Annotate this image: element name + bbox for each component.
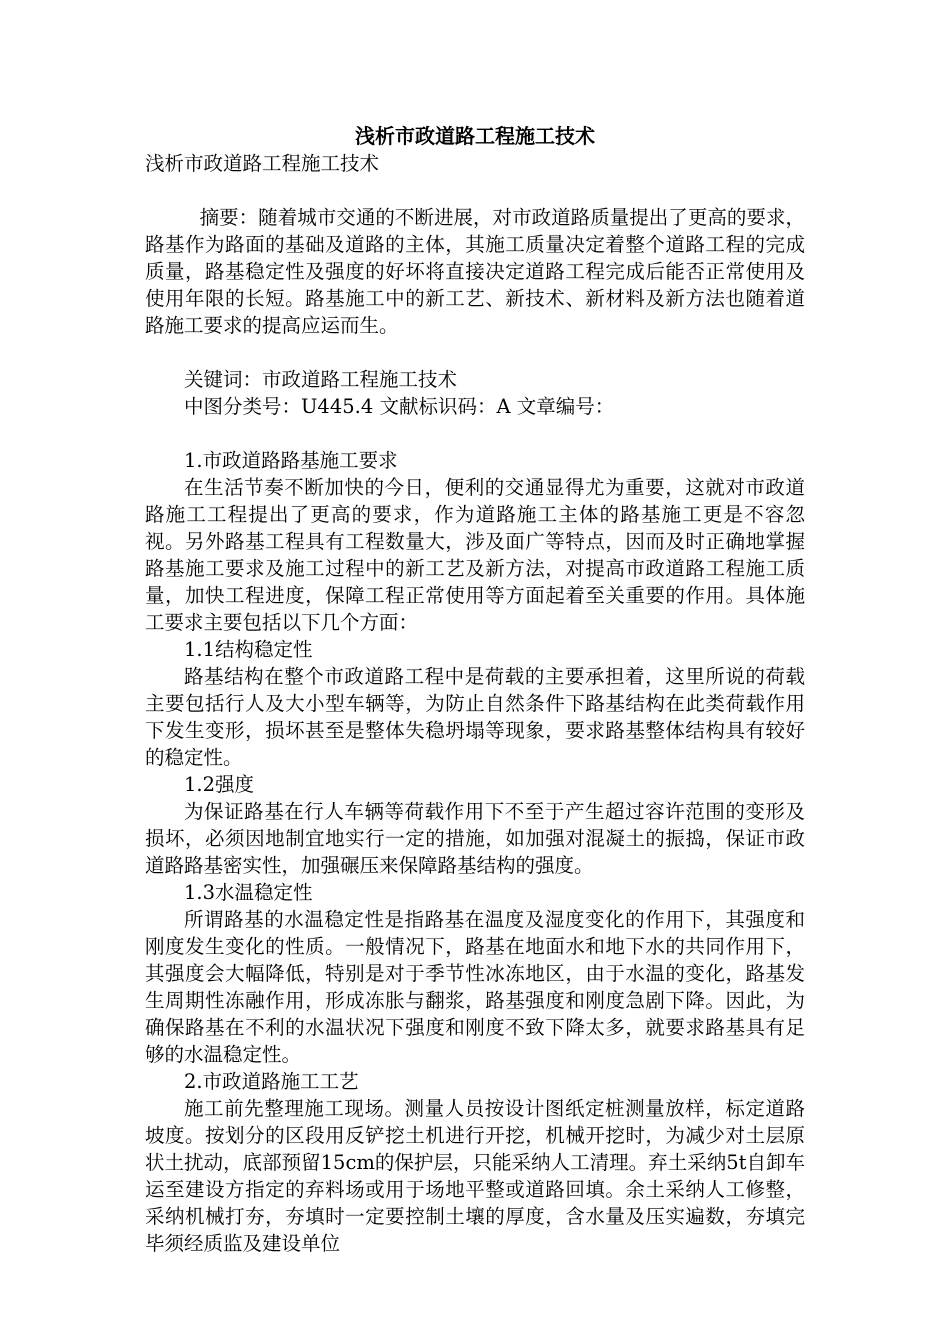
section-2-heading: 2.市政道路施工工艺 bbox=[184, 1070, 359, 1093]
document-subtitle: 浅析市政道路工程施工技术 bbox=[145, 152, 380, 175]
section-2-body: 施工前先整理施工现场。测量人员按设计图纸定桩测量放样，标定道路坡度。按划分的区段用反铲挖土机进行开挖，机械开挖时，为减少对土层原状土扰动，底部预留15cm的保护层，只能采纳人工清理。弃土采纳5t自卸车运至建设方指定的弃料场或用于场地平整或道路回填。余土采纳人工修整，采纳机械打夯，夯填时一定要控制土壤的厚度，含水量及压实遍数，夯填完毕须经质监及建设单位 bbox=[145, 1097, 805, 1255]
keywords-line: 关键词：市政道路工程施工技术 bbox=[184, 368, 458, 391]
document-title: 浅析市政道路工程施工技术 bbox=[355, 124, 595, 148]
spacer bbox=[145, 339, 805, 366]
spacer bbox=[145, 177, 805, 204]
section-1-2-body: 为保证路基在行人车辆等荷载作用下不至于产生超过容许范围的变形及损坏，必须因地制宜地实行一定的措施，如加强对混凝土的振捣，保证市政道路路基密实性，加强碾压来保障路基结构的强度。 bbox=[145, 800, 805, 877]
abstract-paragraph: 摘要：随着城市交通的不断进展，对市政道路质量提出了更高的要求，路基作为路面的基础及道路的主体，其施工质量决定着整个道路工程的完成质量，路基稳定性及强度的好坏将直接决定道路工程完成后能否正常使用及使用年限的长短。路基施工中的新工艺、新技术、新材料及新方法也随着道路施工要求的提高应运而生。 bbox=[145, 206, 805, 337]
section-1-3-body: 所谓路基的水温稳定性是指路基在温度及湿度变化的作用下，其强度和刚度发生变化的性质。一般情况下，路基在地面水和地下水的共同作用下，其强度会大幅降低，特别是对于季节性冰冻地区，由于水温的变化，路基发生周期性冻融作用，形成冻胀与翻浆，路基强度和刚度急剧下降。因此，为确保路基在不利的水温状况下强度和刚度不致下降太多，就要求路基具有足够的水温稳定性。 bbox=[145, 908, 805, 1066]
classification-line: 中图分类号：U445.4 文献标识码：A 文章编号： bbox=[184, 395, 615, 418]
section-1-1-body: 路基结构在整个市政道路工程中是荷载的主要承担着，这里所说的荷载主要包括行人及大小型车辆等，为防止自然条件下路基结构在此类荷载作用下发生变形，损坏甚至是整体失稳坍塌等现象，要求路基整体结构具有较好的稳定性。 bbox=[145, 665, 805, 769]
section-1-1-heading: 1.1结构稳定性 bbox=[184, 638, 313, 661]
document-page bbox=[145, 122, 805, 1257]
spacer bbox=[145, 420, 805, 447]
section-1-3-heading: 1.3水温稳定性 bbox=[184, 881, 313, 904]
section-1-body: 在生活节奏不断加快的今日，便利的交通显得尤为重要，这就对市政道路施工工程提出了更高的要求，作为道路施工主体的路基施工更是不容忽视。另外路基工程具有工程数量大，涉及面广等特点，因而及时正确地掌握路基施工要求及施工过程中的新工艺及新方法，对提高市政道路工程施工质量，加快工程进度，保障工程正常使用等方面起着至关重要的作用。具体施工要求主要包括以下几个方面： bbox=[145, 476, 805, 634]
section-1-2-heading: 1.2强度 bbox=[184, 773, 255, 796]
section-1-heading: 1.市政道路路基施工要求 bbox=[184, 449, 398, 472]
